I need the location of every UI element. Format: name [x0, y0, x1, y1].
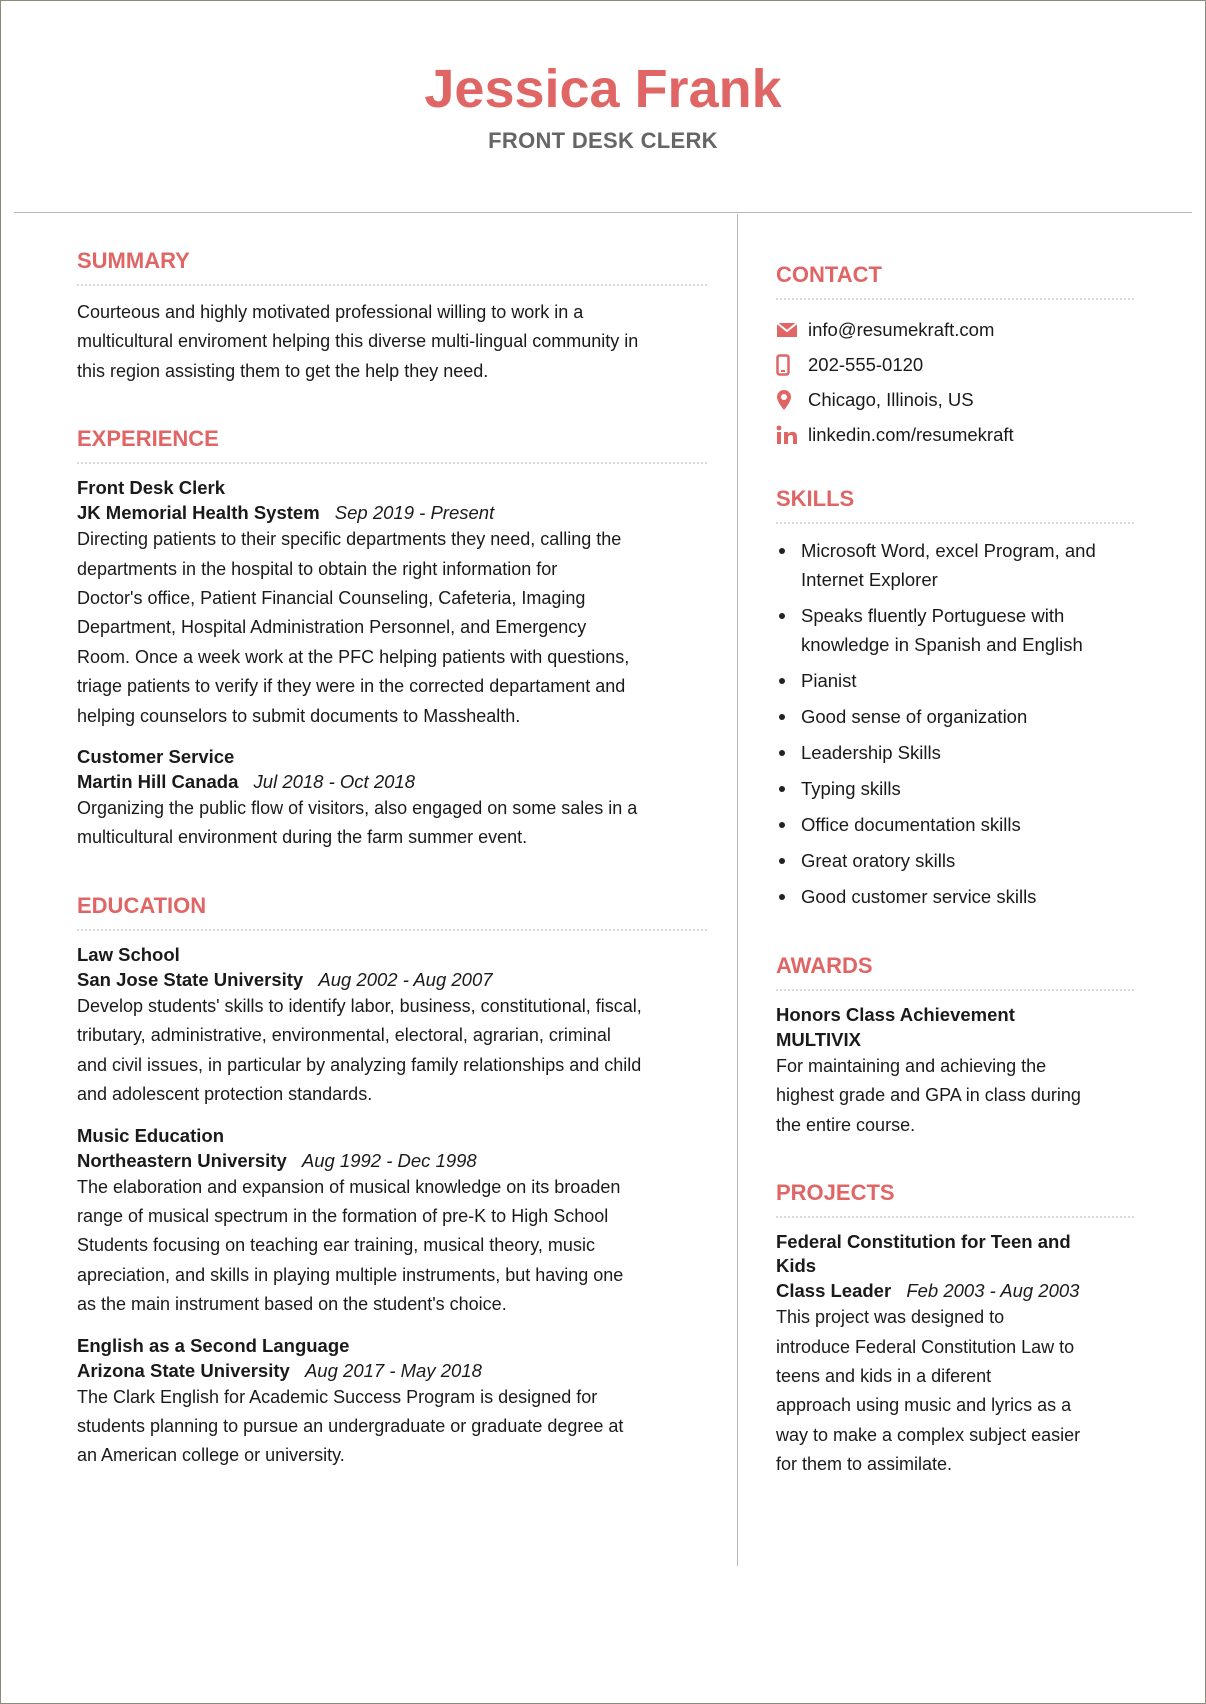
experience-section	[77, 426, 707, 853]
list-item	[776, 666, 1134, 695]
linkedin-icon	[776, 425, 808, 445]
entry-org-line	[776, 1278, 1134, 1303]
text-line: Courteous and highly motivated professional willing to work in a	[77, 302, 584, 322]
entry-dates: Aug 2017 - May 2018	[304, 1359, 482, 1381]
text-line: Pianist	[801, 670, 857, 691]
text-line: knowledge in Spanish and English	[801, 634, 1083, 655]
text-line: Federal Constitution for Teen and	[776, 1231, 1071, 1253]
text-line: Good sense of organization	[801, 706, 1028, 727]
summary-text	[77, 298, 707, 386]
list-item	[776, 810, 1134, 839]
entry-title: Customer Service	[77, 746, 235, 768]
text-line: way to make a complex subject easier	[776, 1424, 1081, 1445]
entry-title	[776, 1230, 1134, 1278]
text-line: apreciation, and skills in playing multiple instruments, but having one	[77, 1264, 624, 1285]
list-item	[776, 882, 1134, 911]
education-entry	[77, 943, 707, 1110]
entry-org-line	[77, 769, 707, 794]
experience-entry	[77, 476, 707, 731]
award-entry	[776, 1003, 1134, 1140]
header-divider	[14, 212, 1192, 213]
entry-organization: Martin Hill Canada	[77, 771, 239, 793]
section-rule	[77, 929, 707, 931]
contact-text: linkedin.com/resumekraft	[808, 423, 1014, 445]
list-item	[776, 846, 1134, 875]
list-item	[776, 702, 1134, 731]
section-title-experience: EXPERIENCE	[77, 426, 219, 452]
contact-phone[interactable]	[776, 347, 1134, 382]
text-line: Organizing the public flow of visitors, also engaged on some sales in a	[77, 798, 638, 819]
summary-section	[77, 248, 707, 386]
right-column	[776, 262, 1134, 1520]
section-title-contact: CONTACT	[776, 262, 882, 287]
entry-description	[77, 794, 707, 853]
candidate-name: Jessica Frank	[424, 59, 782, 119]
text-line: triage patients to verify if they were in the corrected departament and	[77, 676, 626, 697]
text-line: and adolescent protection standards.	[77, 1084, 373, 1105]
entry-description	[77, 1383, 707, 1471]
entry-organization: Northeastern University	[77, 1149, 287, 1171]
text-line: this region assisting them to get the help they need.	[77, 360, 489, 381]
entry-organization: MULTIVIX	[776, 1029, 861, 1050]
contact-text: 202-555-0120	[808, 353, 924, 375]
section-rule	[77, 284, 707, 286]
experience-entry	[77, 745, 707, 853]
skills-section	[776, 486, 1134, 911]
location-pin-icon	[776, 389, 808, 411]
text-line: The Clark English for Academic Success Program is designed for	[77, 1386, 598, 1407]
entry-organization: Class Leader	[776, 1280, 892, 1302]
entry-dates: Aug 2002 - Aug 2007	[318, 968, 493, 990]
entry-description	[776, 1303, 1134, 1479]
phone-icon	[776, 354, 808, 376]
section-title-summary: SUMMARY	[77, 248, 190, 273]
text-line: Department, Hospital Administration Personnel, and Emergency	[77, 617, 587, 638]
entry-organization: Arizona State University	[77, 1359, 290, 1381]
entry-org-line	[77, 1358, 707, 1383]
text-line: Speaks fluently Portuguese with	[801, 605, 1065, 626]
text-line: an American college or university.	[77, 1445, 345, 1466]
education-entry	[77, 1334, 707, 1471]
entry-description	[77, 525, 707, 731]
section-rule	[776, 989, 1134, 991]
list-item	[776, 536, 1134, 594]
education-entry	[77, 1124, 707, 1320]
entry-description	[77, 1173, 707, 1320]
section-rule	[77, 462, 707, 464]
text-line: highest grade and GPA in class during	[776, 1085, 1081, 1106]
text-line: Typing skills	[801, 778, 901, 799]
entry-description	[776, 1052, 1134, 1140]
text-line: tributary, administrative, environmental, electoral, agrarian, criminal	[77, 1025, 611, 1046]
text-line: the entire course.	[776, 1114, 916, 1135]
text-line: This project was designed to	[776, 1307, 1005, 1328]
entry-dates: Feb 2003 - Aug 2003	[906, 1280, 1080, 1302]
job-title: FRONT DESK CLERK	[488, 128, 718, 153]
project-entry	[776, 1230, 1134, 1479]
text-line: helping counselors to submit documents to Masshealth.	[77, 705, 521, 726]
entry-org-line	[77, 967, 707, 992]
text-line: Develop students' skills to identify labor, business, constitutional, fiscal,	[77, 995, 642, 1016]
entry-org-line	[77, 500, 707, 525]
contact-location	[776, 382, 1134, 417]
list-item	[776, 601, 1134, 659]
education-section	[77, 893, 707, 1471]
text-line: For maintaining and achieving the	[776, 1056, 1047, 1076]
contact-text: info@resumekraft.com	[808, 318, 995, 340]
text-line: Great oratory skills	[801, 850, 956, 871]
section-title-awards: AWARDS	[776, 953, 873, 978]
text-line: multicultural enviroment helping this diverse multi-lingual community in	[77, 331, 639, 352]
text-line: teens and kids in a diferent	[776, 1366, 992, 1387]
left-column	[77, 248, 707, 1511]
contact-email[interactable]	[776, 312, 1134, 347]
section-title-projects: PROJECTS	[776, 1180, 895, 1206]
text-line: as the main instrument based on the student's choice.	[77, 1294, 507, 1315]
contact-section	[776, 262, 1134, 452]
entry-org-line	[776, 1027, 1134, 1052]
awards-section	[776, 953, 1134, 1140]
text-line: students planning to pursue an undergraduate or graduate degree at	[77, 1415, 624, 1436]
text-line: Internet Explorer	[801, 569, 938, 590]
list-item	[776, 774, 1134, 803]
text-line: for them to assimilate.	[776, 1454, 953, 1475]
entry-title: Music Education	[77, 1124, 224, 1146]
text-line: Leadership Skills	[801, 742, 941, 763]
text-line: approach using music and lyrics as a	[776, 1395, 1072, 1416]
column-divider	[737, 214, 738, 1566]
text-line: Office documentation skills	[801, 814, 1021, 835]
skills-list	[776, 536, 1134, 911]
text-line: Kids	[776, 1255, 817, 1277]
section-title-education: EDUCATION	[77, 892, 207, 918]
entry-organization: JK Memorial Health System	[77, 502, 320, 524]
entry-dates: Sep 2019 - Present	[334, 502, 495, 524]
entry-dates: Jul 2018 - Oct 2018	[253, 771, 415, 793]
projects-section	[776, 1180, 1134, 1479]
entry-org-line	[77, 1148, 707, 1173]
text-line: departments in the hospital to obtain the right information for	[77, 558, 558, 579]
text-line: range of musical spectrum in the formation of pre-K to High School	[77, 1205, 609, 1226]
contact-text: Chicago, Illinois, US	[808, 388, 974, 410]
text-line: Room. Once a week work at the PFC helping patients with questions,	[77, 646, 630, 667]
entry-title: Law School	[77, 943, 180, 965]
text-line: The elaboration and expansion of musical knowledge on its broaden	[77, 1176, 621, 1197]
entry-title: Honors Class Achievement	[776, 1004, 1015, 1025]
section-rule	[776, 298, 1134, 300]
text-line: Good customer service skills	[801, 886, 1037, 907]
text-line: introduce Federal Constitution Law to	[776, 1336, 1075, 1357]
entry-description	[77, 992, 707, 1110]
entry-title: English as a Second Language	[77, 1334, 350, 1356]
text-line: multicultural environment during the farm summer event.	[77, 827, 528, 848]
text-line: Microsoft Word, excel Program, and	[801, 540, 1096, 561]
text-line: Students focusing on teaching ear training, musical theory, music	[77, 1235, 595, 1256]
text-line: and civil issues, in particular by analyzing family relationships and child	[77, 1054, 642, 1075]
email-icon	[776, 322, 808, 338]
text-line: Directing patients to their specific departments they need, calling the	[77, 529, 622, 550]
section-title-skills: SKILLS	[776, 486, 855, 511]
entry-dates: Aug 1992 - Dec 1998	[301, 1149, 477, 1171]
entry-title: Front Desk Clerk	[77, 477, 226, 499]
text-line: Doctor's office, Patient Financial Counseling, Cafeteria, Imaging	[77, 588, 586, 609]
section-rule	[776, 1216, 1134, 1218]
list-item	[776, 738, 1134, 767]
section-rule	[776, 522, 1134, 524]
entry-organization: San Jose State University	[77, 968, 304, 990]
contact-linkedin[interactable]	[776, 417, 1134, 452]
